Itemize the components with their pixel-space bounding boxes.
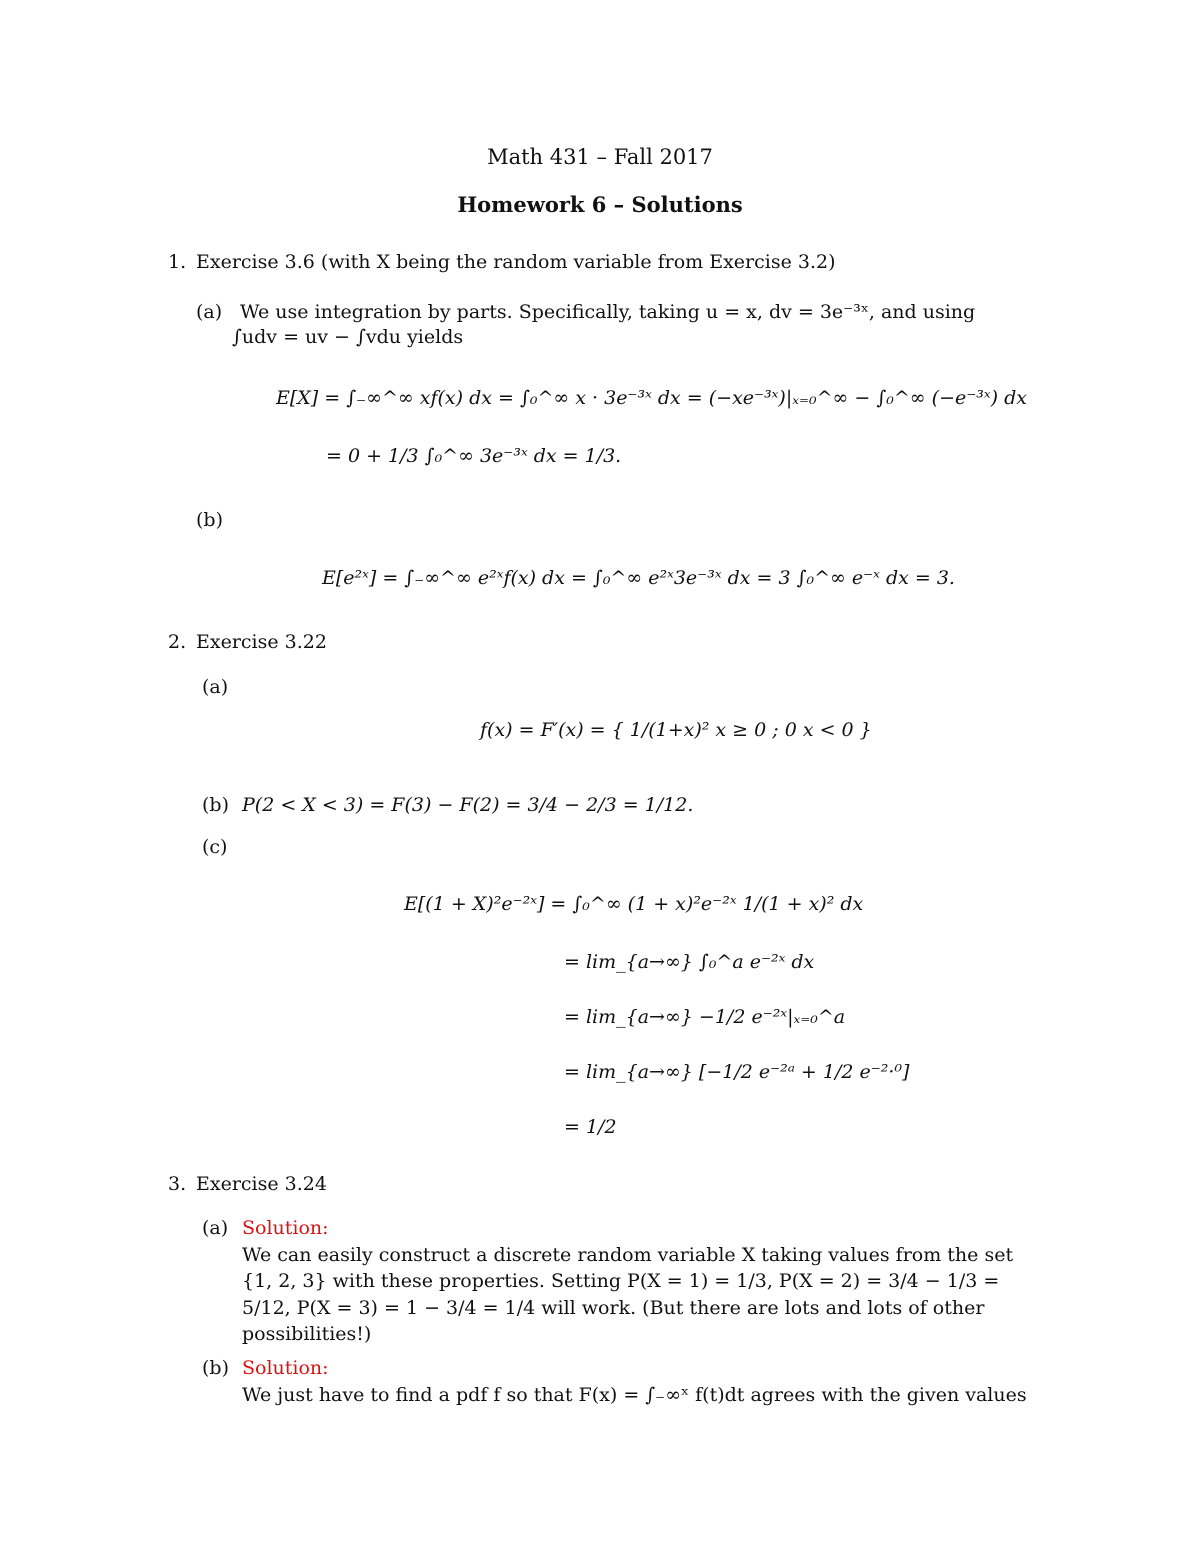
equation-1a-line2: = 0 + 1/3 ∫₀^∞ 3e⁻³ˣ dx = 1/3. [326, 445, 622, 467]
problem-3b-text-line1: We just have to find a pdf f so that F(x) = ∫₋∞ˣ f(t)dt agrees with the given values [242, 1384, 1027, 1406]
course-title: Math 431 – Fall 2017 [487, 145, 713, 169]
problem-3a-label: (a) [202, 1217, 229, 1239]
problem-2c-label: (c) [202, 836, 228, 858]
equation-2c-line2: = lim_{a→∞} ∫₀^a e⁻²ˣ dx [564, 951, 815, 973]
problem-2-number: 2. [168, 631, 187, 653]
problem-3b-label: (b) [202, 1357, 229, 1379]
problem-3a-text-line1: We can easily construct a discrete random variable X taking values from the set [242, 1244, 1014, 1266]
problem-2b-label: (b) [202, 794, 229, 816]
problem-1b-label: (b) [196, 509, 223, 531]
problem-1-heading: Exercise 3.6 (with X being the random variable from Exercise 3.2) [196, 251, 836, 273]
problem-1a-label: (a) [196, 301, 223, 323]
problem-3a-text-line2: {1, 2, 3} with these properties. Setting P(X = 1) = 1/3, P(X = 2) = 3/4 − 1/3 = [242, 1270, 1000, 1292]
homework-title: Homework 6 – Solutions [457, 192, 743, 217]
problem-1-number: 1. [168, 251, 187, 273]
equation-2c-line5: = 1/2 [564, 1116, 617, 1138]
equation-1a-line1: E[X] = ∫₋∞^∞ xf(x) dx = ∫₀^∞ x · 3e⁻³ˣ dx = (−xe⁻³ˣ)|ₓ₌₀^∞ − ∫₀^∞ (−e⁻³ˣ) dx [276, 387, 1027, 409]
problem-2-heading: Exercise 3.22 [196, 631, 327, 653]
problem-1a-text-line2: ∫udv = uv − ∫vdu yields [232, 326, 464, 348]
equation-1b: E[e²ˣ] = ∫₋∞^∞ e²ˣf(x) dx = ∫₀^∞ e²ˣ3e⁻³ˣ dx = 3 ∫₀^∞ e⁻ˣ dx = 3. [322, 567, 955, 589]
problem-3-heading: Exercise 3.24 [196, 1173, 327, 1195]
problem-3a-text-line4: possibilities!) [242, 1323, 372, 1345]
equation-2c-line1: E[(1 + X)²e⁻²ˣ] = ∫₀^∞ (1 + x)²e⁻²ˣ 1/(1 + x)² dx [404, 893, 864, 915]
equation-2c-line4: = lim_{a→∞} [−1/2 e⁻²ᵃ + 1/2 e⁻²·⁰] [564, 1061, 910, 1083]
problem-3b-solution-label: Solution: [242, 1357, 329, 1379]
problem-3a-text-line3: 5/12, P(X = 3) = 1 − 3/4 = 1/4 will work. (But there are lots and lots of other [242, 1297, 985, 1319]
problem-3-number: 3. [168, 1173, 187, 1195]
equation-2b: P(2 < X < 3) = F(3) − F(2) = 3/4 − 2/3 = 1/12. [242, 794, 694, 816]
equation-2a: f(x) = F′(x) = { 1/(1+x)² x ≥ 0 ; 0 x < 0 } [480, 719, 872, 741]
problem-3a-solution-label: Solution: [242, 1217, 329, 1239]
equation-2c-line3: = lim_{a→∞} −1/2 e⁻²ˣ|ₓ₌₀^a [564, 1006, 846, 1028]
problem-2a-label: (a) [202, 676, 229, 698]
problem-1a-text-line1: We use integration by parts. Specifically, taking u = x, dv = 3e⁻³ˣ, and using [240, 301, 976, 323]
